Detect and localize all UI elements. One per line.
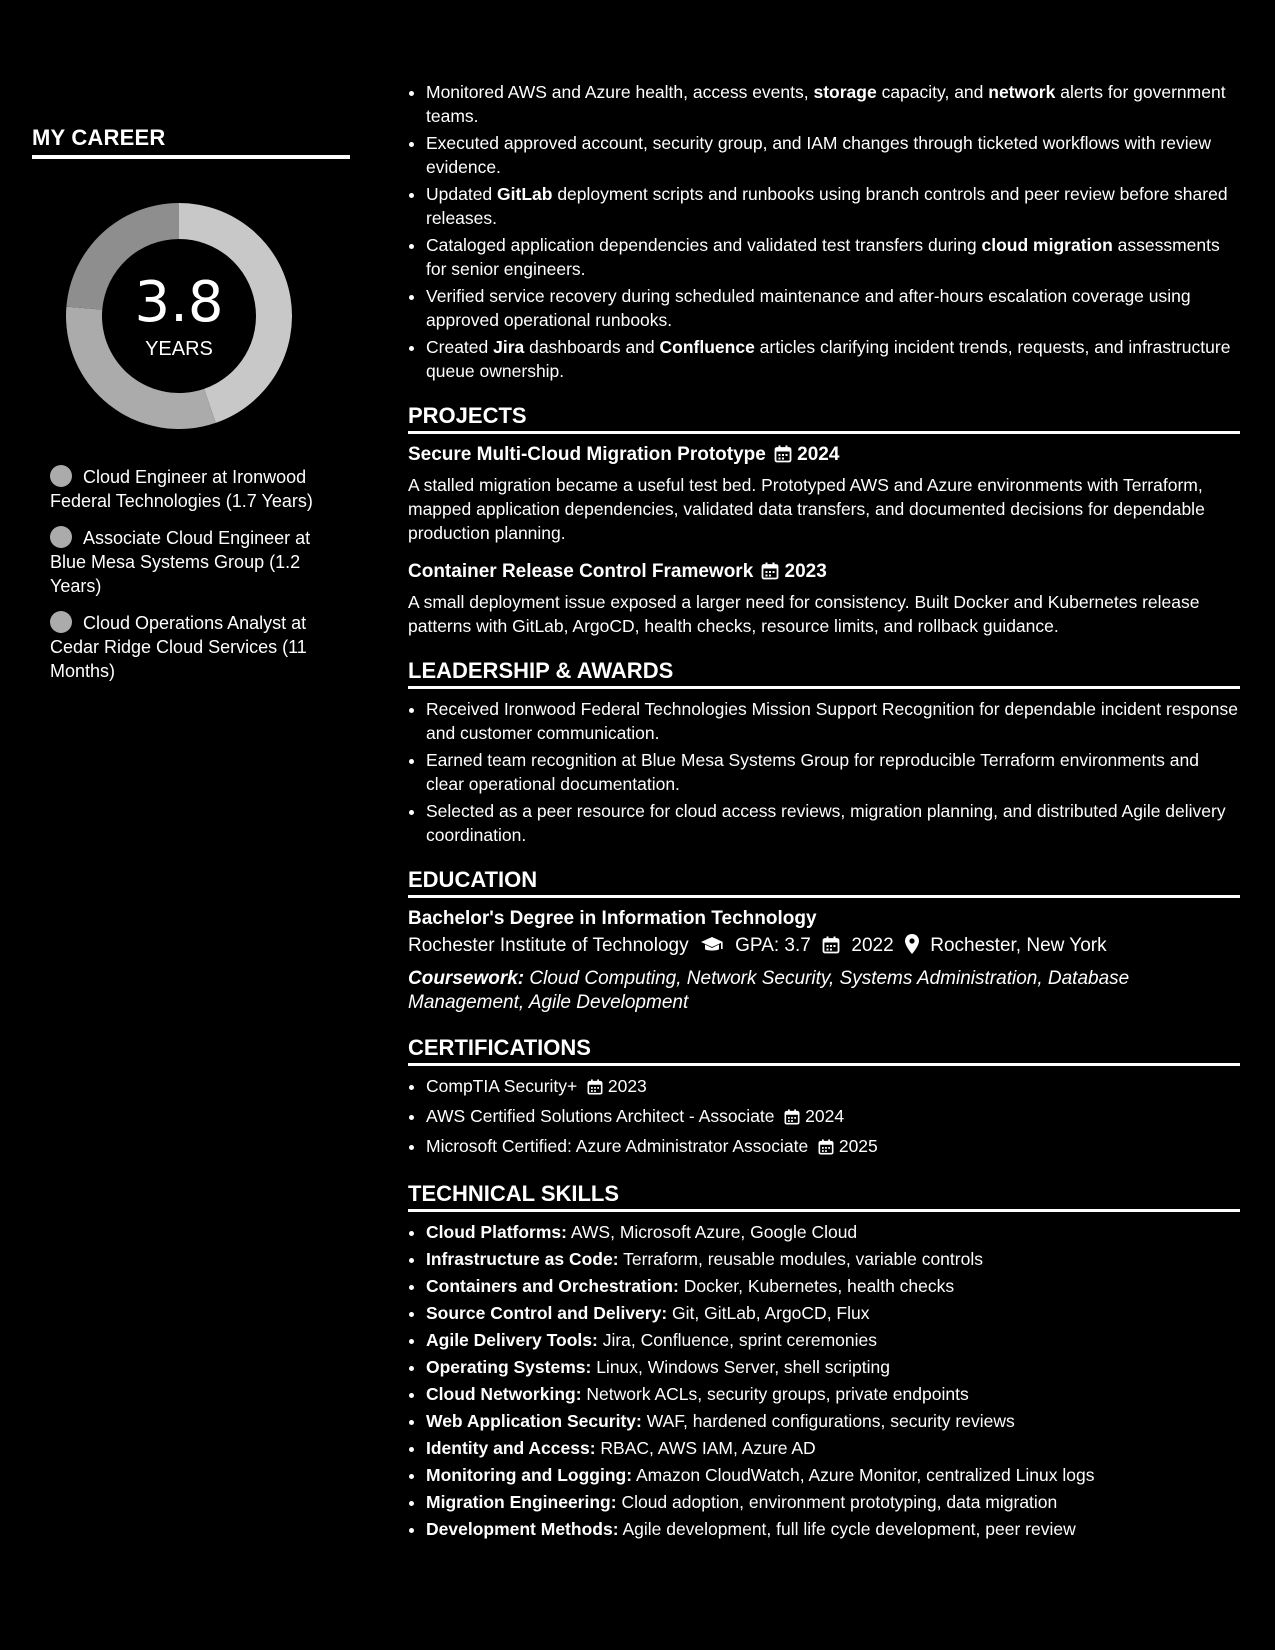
career-heading: MY CAREER [32,125,350,159]
career-roles-list [50,465,350,683]
list-item: • CompTIA Security+ 2023 [426,1074,1240,1101]
project-item [408,442,1240,545]
leadership-list [408,697,1240,847]
legend-dot-icon [50,526,72,548]
project-title: Container Release Control Framework [408,561,754,582]
skill-item: • Migration Engineering: Cloud adoption, environment prototyping, data migration [426,1490,1240,1514]
education-location: Rochester, New York [930,935,1107,956]
list-item: • Received Ironwood Federal Technologies Mission Support Recognition for dependable incident response and customer communication. [426,697,1240,745]
legend-dot-icon [50,611,72,633]
graduation-cap-icon [700,935,724,963]
calendar-icon [587,1077,603,1101]
school-name: Rochester Institute of Technology [408,935,689,956]
career-sidebar [32,125,352,696]
certifications-list [408,1074,1240,1161]
total-years-unit: YEARS [145,338,213,360]
project-description: A stalled migration became a useful test bed. Prototyped AWS and Azure environments with Terraform, mapped application dependencies, validated data transfers, and documented decisions for dependable production planning. [408,475,1205,543]
project-year: 2024 [797,444,840,465]
main-content [408,80,1240,1544]
role-item: Cloud Engineer at Ironwood Federal Technologies (1.7 Years) [50,467,313,511]
project-item [408,559,1240,638]
skill-item: • Operating Systems: Linux, Windows Server, shell scripting [426,1355,1240,1379]
experience-bullet: • Executed approved account, security group, and IAM changes through ticketed workflows with review evidence. [426,131,1240,179]
skill-item: • Development Methods: Agile development, full life cycle development, peer review [426,1517,1240,1541]
role-item: Associate Cloud Engineer at Blue Mesa Systems Group (1.2 Years) [50,528,311,596]
list-item: • Microsoft Certified: Azure Administrator Associate 2025 [426,1134,1240,1161]
skill-item: • Infrastructure as Code: Terraform, reusable modules, variable controls [426,1247,1240,1271]
skill-item: • Web Application Security: WAF, hardened configurations, security reviews [426,1409,1240,1433]
gpa: GPA: 3.7 [735,935,811,956]
skill-item: • Cloud Networking: Network ACLs, security groups, private endpoints [426,1382,1240,1406]
education-heading: EDUCATION [408,867,1240,898]
skill-item: • Cloud Platforms: AWS, Microsoft Azure, Google Cloud [426,1220,1240,1244]
experience-bullet: • Updated GitLab deployment scripts and runbooks using branch controls and peer review before shared releases. [426,182,1240,230]
experience-bullets [408,80,1240,383]
calendar-icon [784,1107,800,1131]
location-pin-icon [905,934,919,963]
experience-bullet: • Monitored AWS and Azure health, access events, storage capacity, and network alerts for government teams. [426,80,1240,128]
project-description: A small deployment issue exposed a larger need for consistency. Built Docker and Kubernetes release patterns with GitLab, ArgoCD, health checks, resource limits, and rollback guidance. [408,592,1200,636]
leadership-heading: LEADERSHIP & AWARDS [408,658,1240,689]
coursework: Coursework: Cloud Computing, Network Security, Systems Administration, Database Management, Agile Development [408,968,1130,1013]
list-item: • Earned team recognition at Blue Mesa Systems Group for reproducible Terraform environments and clear operational documentation. [426,748,1240,796]
calendar-icon [822,935,840,963]
certifications-heading: CERTIFICATIONS [408,1035,1240,1066]
skill-item: • Source Control and Delivery: Git, GitLab, ArgoCD, Flux [426,1301,1240,1325]
legend-dot-icon [50,465,72,487]
experience-bullet: • Created Jira dashboards and Confluence articles clarifying incident trends, requests, and infrastructure queue ownership. [426,335,1240,383]
degree-title: Bachelor's Degree in Information Technology [408,908,817,929]
list-item: • AWS Certified Solutions Architect - Associate 2024 [426,1104,1240,1131]
skill-item: • Monitoring and Logging: Amazon CloudWatch, Azure Monitor, centralized Linux logs [426,1463,1240,1487]
calendar-icon [761,562,779,588]
skill-item: • Agile Delivery Tools: Jira, Confluence, sprint ceremonies [426,1328,1240,1352]
skills-list [408,1220,1240,1541]
projects-heading: PROJECTS [408,403,1240,434]
project-year: 2023 [784,561,827,582]
career-donut-chart [66,203,292,429]
role-item: Cloud Operations Analyst at Cedar Ridge Cloud Services (11 Months) [50,613,307,681]
skills-heading: TECHNICAL SKILLS [408,1181,1240,1212]
calendar-icon [818,1137,834,1161]
list-item: • Selected as a peer resource for cloud access reviews, migration planning, and distributed Agile delivery coordination. [426,799,1240,847]
skill-item: • Containers and Orchestration: Docker, Kubernetes, health checks [426,1274,1240,1298]
total-years-value: 3.8 [134,270,224,335]
education-details [408,932,1240,963]
education-year: 2022 [851,935,894,956]
experience-bullet: • Verified service recovery during scheduled maintenance and after-hours escalation coverage using approved operational runbooks. [426,284,1240,332]
project-title: Secure Multi-Cloud Migration Prototype [408,444,766,465]
calendar-icon [774,445,792,471]
experience-bullet: • Cataloged application dependencies and validated test transfers during cloud migration assessments for senior engineers. [426,233,1240,281]
skill-item: • Identity and Access: RBAC, AWS IAM, Azure AD [426,1436,1240,1460]
